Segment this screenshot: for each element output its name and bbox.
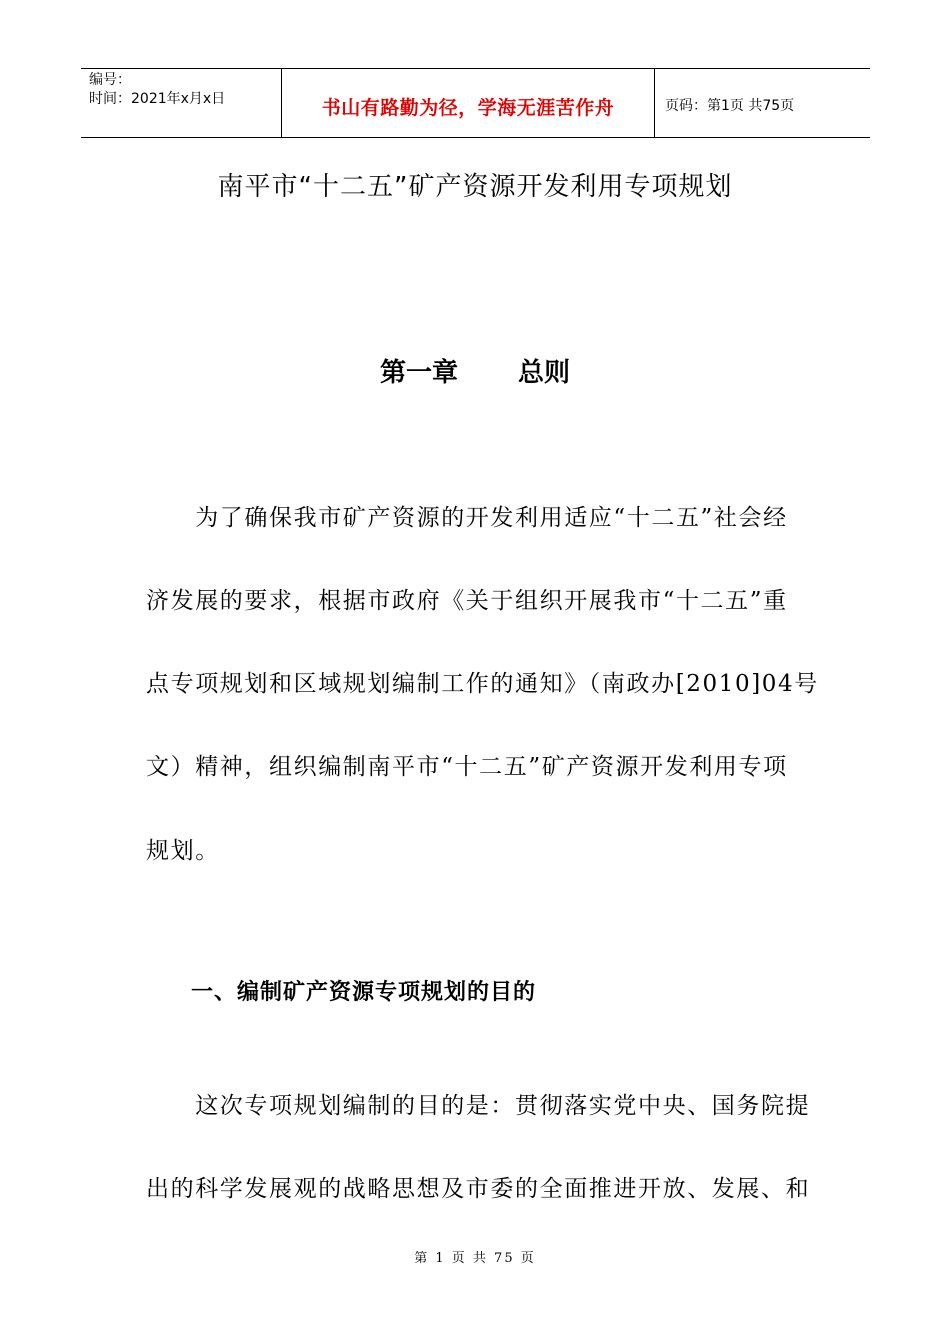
document-title: 南平市“十二五”矿产资源开发利用专项规划	[217, 172, 733, 202]
header-motto-cell	[282, 69, 655, 137]
paragraph-line: 点专项规划和区域规划编制工作的通知》（南政办[2010]04号	[146, 671, 819, 697]
paragraph-line: 这次专项规划编制的目的是：贯彻落实党中央、国务院提	[146, 1093, 811, 1119]
motto-text: 书山有路勤为径，学海无涯苦作舟	[321, 96, 615, 119]
header-page-cell	[655, 69, 870, 137]
paragraph-line: 为了确保我市矿产资源的开发利用适应“十二五”社会经	[146, 505, 788, 531]
header-meta-cell	[81, 69, 282, 137]
page-footer: 第 1 页 共 75 页	[414, 1251, 536, 1266]
chapter-heading	[0, 352, 950, 389]
section-heading: 一、编制矿产资源专项规划的目的	[191, 979, 537, 1005]
paragraph-line: 济发展的要求，根据市政府《关于组织开展我市“十二五”重	[146, 588, 788, 614]
paragraph-line: 文）精神，组织编制南平市“十二五”矿产资源开发利用专项	[146, 754, 788, 780]
chapter-name: 总则	[518, 358, 571, 388]
document-header	[81, 68, 870, 138]
paragraph-line: 出的科学发展观的战略思想及市委的全面推进开放、发展、和	[146, 1176, 811, 1202]
chapter-number: 第一章	[379, 358, 458, 388]
time-label: 时间：2021年x月x日	[89, 91, 226, 107]
paragraph-line: 规划。	[146, 838, 220, 864]
page-info: 页码：第1页 共75页	[665, 98, 795, 114]
number-label: 编号：	[89, 72, 131, 88]
